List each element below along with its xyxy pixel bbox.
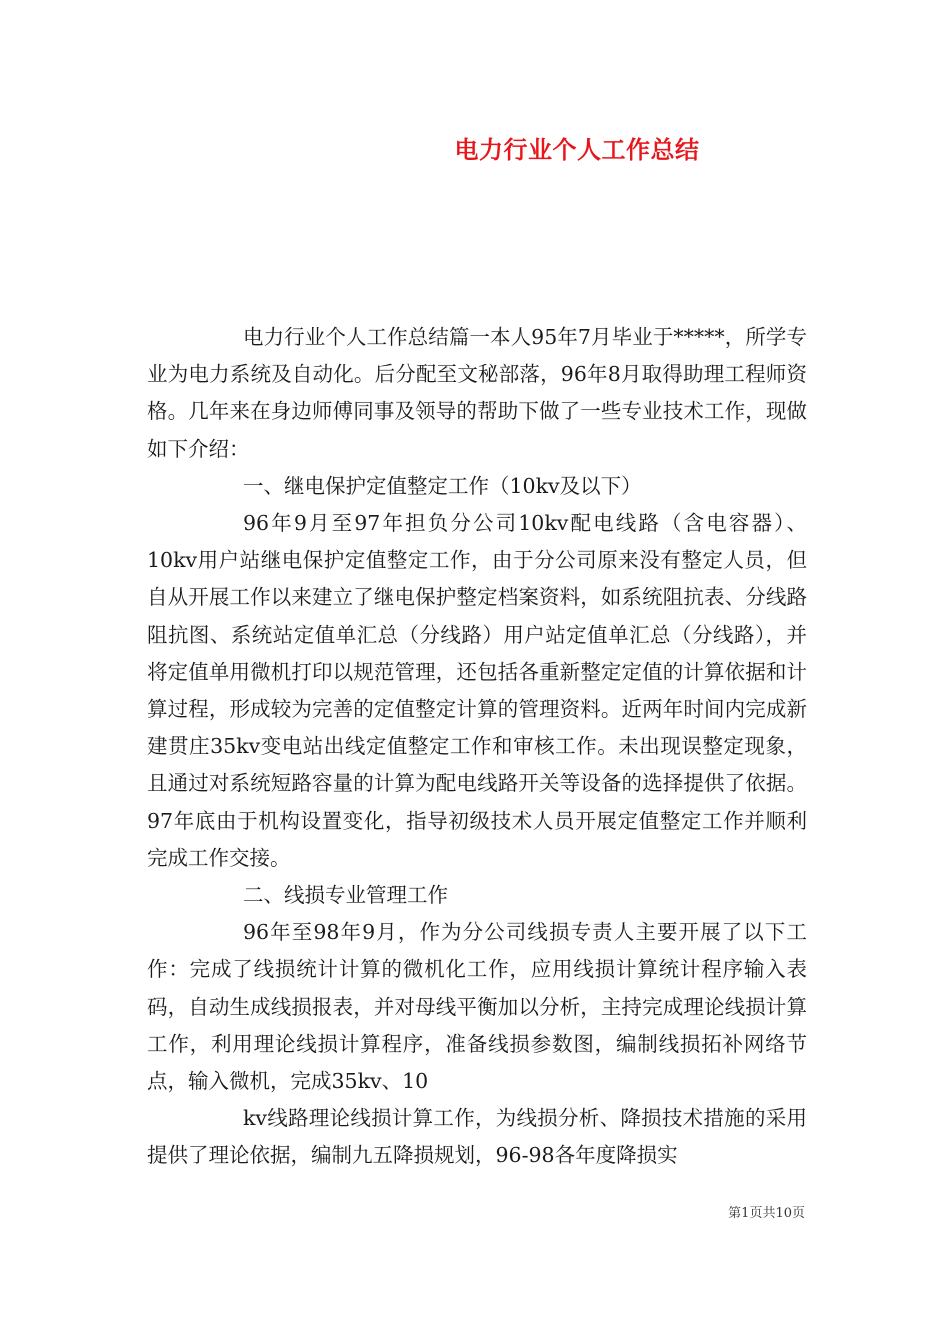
page-number-footer: 第1页共10页 (728, 1206, 805, 1221)
section-heading-line-loss: 二、线损专业管理工作 (243, 883, 448, 908)
paragraph-intro: 电力行业个人工作总结篇一本人95年7月毕业于*****，所学专业为电力系统及自动化。后分配至文秘部落，96年8月取得助理工程师资格。几年来在身边师傅同事及领导的帮助下做了一些专业技术工作，现做如下介绍： (147, 325, 807, 461)
paragraph-line-loss-continued: kv线路理论线损计算工作，为线损分析、降损技术措施的采用提供了理论依据，编制九五降损规划，96-98各年度降损实 (147, 1106, 807, 1168)
document-title: 电力行业个人工作总结 (454, 135, 700, 164)
section-heading-relay-protection: 一、继电保护定值整定工作（10kv及以下） (243, 473, 642, 498)
document-body (147, 319, 807, 1175)
paragraph-relay-protection: 96年9月至97年担负分公司10kv配电线路（含电容器）、10kv用户站继电保护定值整定工作，由于分公司原来没有整定人员，但自从开展工作以来建立了继电保护整定档案资料，如系统阻抗表、分线路阻抗图、系统站定值单汇总（分线路）用户站定值单汇总（分线路），并将定值单用微机打印以规范管理，还包括各重新整定定值的计算依据和计算过程，形成较为完善的定值整定计算的管理资料。近两年时间内完成新建贯庄35kv变电站出线定值整定工作和审核工作。未出现误整定现象，且通过对系统短路容量的计算为配电线路开关等设备的选择提供了依据。97年底由于机构设置变化，指导初级技术人员开展定值整定工作并顺利完成工作交接。 (147, 511, 807, 870)
paragraph-line-loss: 96年至98年9月，作为分公司线损专责人主要开展了以下工作：完成了线损统计计算的微机化工作，应用线损计算统计程序输入表码，自动生成线损报表，并对母线平衡加以分析，主持完成理论线损计算工作，利用理论线损计算程序，准备线损参数图，编制线损拓补网络节点，输入微机，完成35kv、10 (147, 920, 807, 1094)
